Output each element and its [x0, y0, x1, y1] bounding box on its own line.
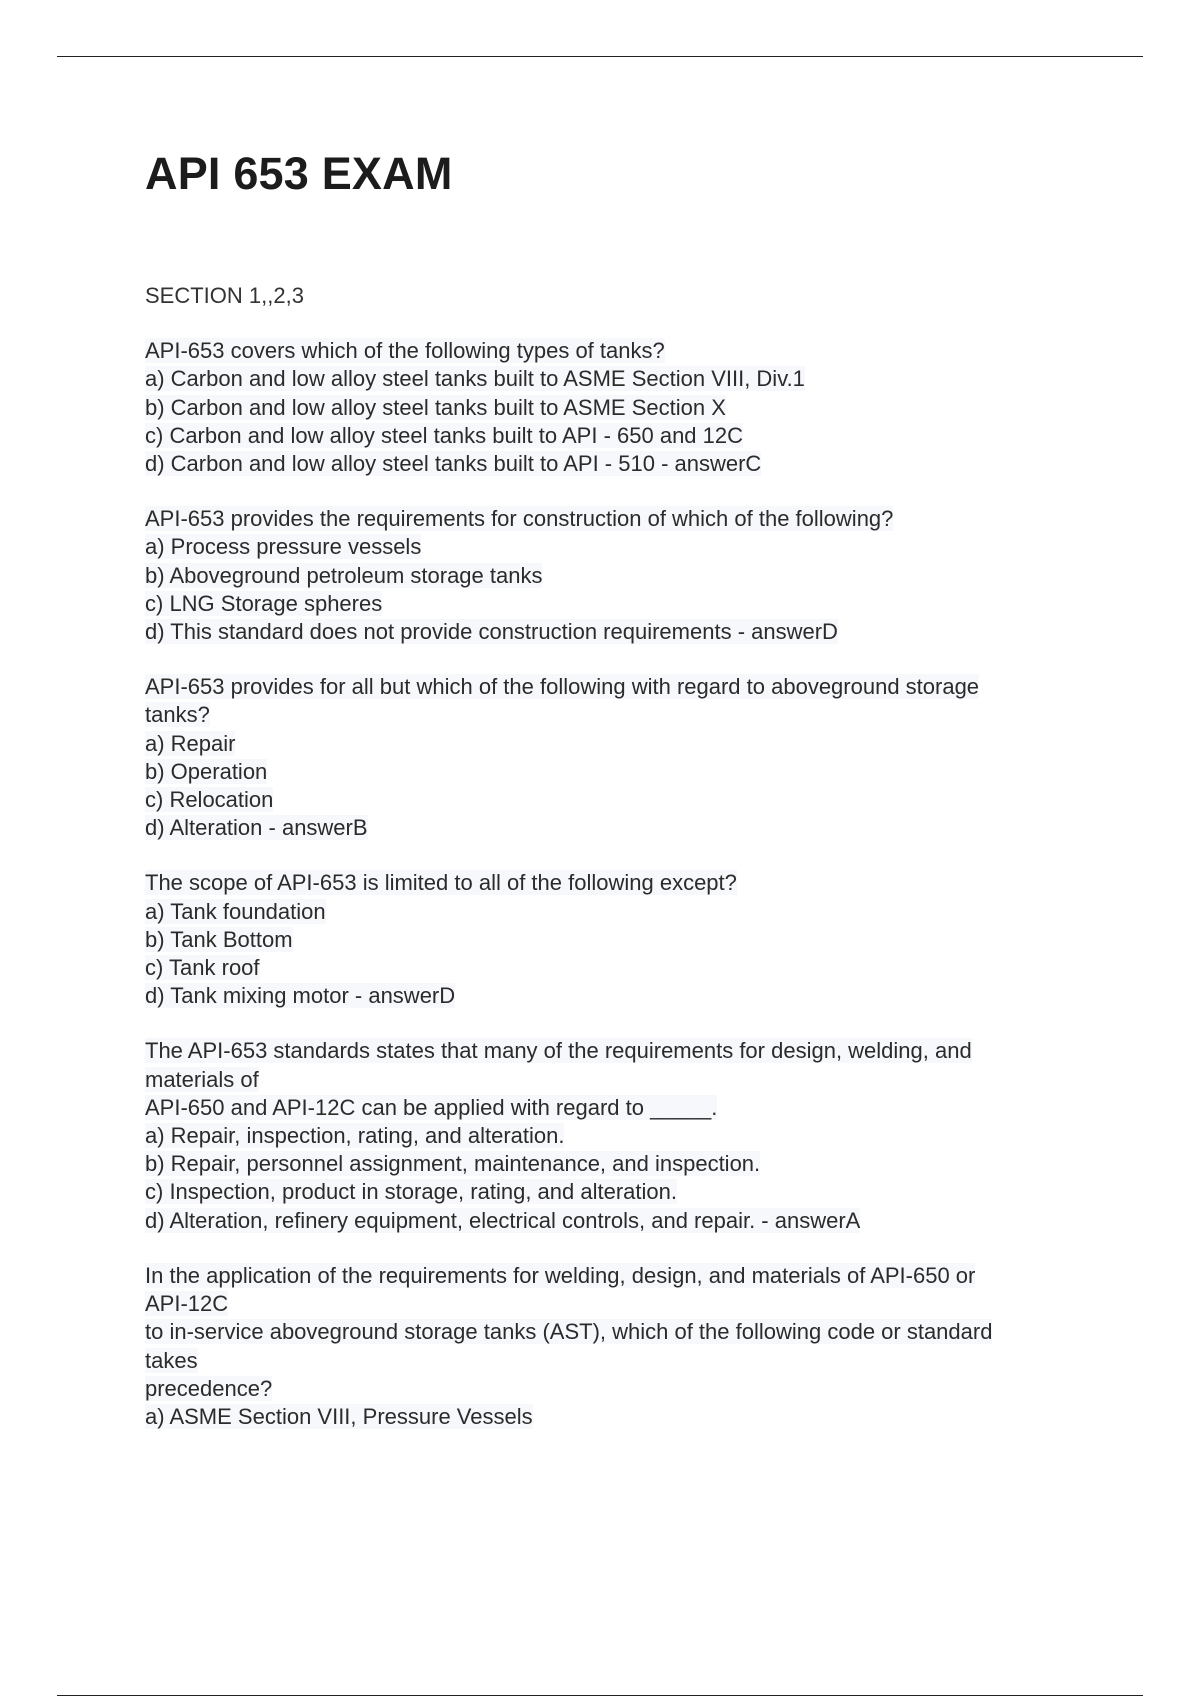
question-line: API-653 provides for all but which of the following with regard to aboveground storage	[145, 674, 980, 700]
question-line: precedence?	[145, 1375, 273, 1401]
question-line: In the application of the requirements for welding, design, and materials of API-650 or	[145, 1262, 976, 1288]
option-line: a) Repair, inspection, rating, and alteration.	[145, 1123, 565, 1149]
option-line: d) Alteration - answerB	[145, 815, 368, 841]
question-line: materials of	[145, 1066, 259, 1092]
option-line: c) Carbon and low alloy steel tanks built to API - 650 and 12C	[145, 422, 744, 448]
question-block	[145, 505, 1085, 646]
question-block	[145, 869, 1085, 1010]
option-line: a) Carbon and low alloy steel tanks built to ASME Section VIII, Div.1	[145, 366, 805, 392]
question-block	[145, 673, 1085, 842]
question-line: takes	[145, 1347, 198, 1373]
question-line: The scope of API-653 is limited to all of the following except?	[145, 870, 737, 896]
option-line: c) Relocation	[145, 787, 274, 813]
document-body	[145, 282, 1085, 1458]
option-line: d) This standard does not provide construction requirements - answerD	[145, 619, 838, 645]
option-line: c) Inspection, product in storage, rating, and alteration.	[145, 1179, 677, 1205]
question-block	[145, 1262, 1085, 1431]
option-line: b) Carbon and low alloy steel tanks built to ASME Section X	[145, 394, 726, 420]
option-line: b) Tank Bottom	[145, 926, 293, 952]
question-line: API-12C	[145, 1291, 229, 1317]
option-line: a) Process pressure vessels	[145, 534, 422, 560]
question-block	[145, 1037, 1085, 1234]
option-line: a) Repair	[145, 730, 236, 756]
question-line: API-653 covers which of the following types of tanks?	[145, 338, 665, 364]
option-line: a) ASME Section VIII, Pressure Vessels	[145, 1403, 533, 1429]
option-line: d) Alteration, refinery equipment, electrical controls, and repair. - answerA	[145, 1207, 861, 1233]
question-line: API-653 provides the requirements for construction of which of the following?	[145, 506, 894, 532]
question-line: to in-service aboveground storage tanks (AST), which of the following code or standard	[145, 1319, 993, 1345]
document-title: API 653 EXAM	[145, 148, 453, 199]
option-line: b) Operation	[145, 758, 268, 784]
option-line: c) Tank roof	[145, 955, 260, 981]
question-block	[145, 337, 1085, 478]
bottom-rule	[57, 1695, 1143, 1696]
top-rule	[57, 56, 1143, 57]
option-line: d) Carbon and low alloy steel tanks built to API - 510 - answerC	[145, 451, 762, 477]
option-line: b) Repair, personnel assignment, maintenance, and inspection.	[145, 1151, 761, 1177]
option-line: b) Aboveground petroleum storage tanks	[145, 562, 543, 588]
section-label: SECTION 1,,2,3	[145, 283, 304, 308]
option-line: c) LNG Storage spheres	[145, 590, 383, 616]
question-line: The API-653 standards states that many of the requirements for design, welding, and	[145, 1038, 972, 1064]
option-line: a) Tank foundation	[145, 898, 326, 924]
question-line: tanks?	[145, 702, 210, 728]
option-line: d) Tank mixing motor - answerD	[145, 983, 456, 1009]
question-line: API-650 and API-12C can be applied with regard to _____.	[145, 1094, 718, 1120]
